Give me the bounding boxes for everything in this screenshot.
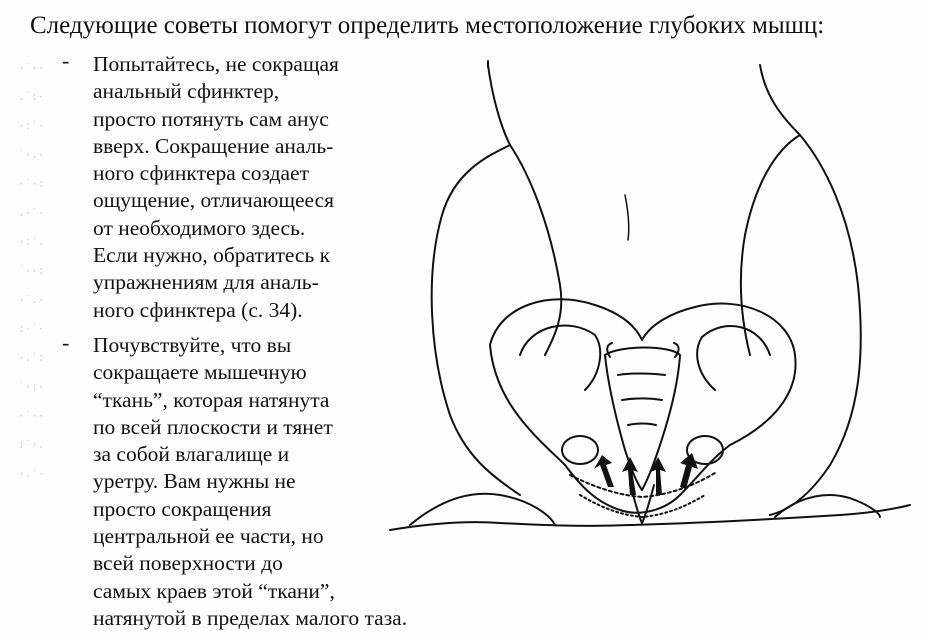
tip-2 (93, 332, 413, 632)
left-thigh-outline (432, 65, 520, 495)
right-thigh-outline (760, 65, 861, 515)
tip-2-line: по всей плоскости и тянет (93, 414, 333, 439)
pelvic-floor-drawing-icon (380, 55, 920, 630)
tip-2-line: Почувствуйте, что вы (93, 333, 292, 357)
bullet-2: - (62, 330, 70, 355)
bullet-1: - (62, 48, 70, 73)
tip-2-line: просто сокращения (93, 496, 272, 521)
tip-2-line: сокращаете мышечную (93, 360, 307, 385)
tip-2-line: “ткань”, которая натянута (93, 387, 330, 412)
tip-1-line: от необходимого здесь. (93, 215, 306, 240)
tip-2-line: всей поверхности до (93, 551, 283, 576)
bleed-through-marks: ·˙·· .˙:· ·:˙· ˙·.· ·˙·: .·˙· ·:˙. ˙··: ·˙.· :·˙· ·.˙: ˙·:· ·˙·· :˙·. ·.˙· (18, 63, 45, 481)
tip-1-line: ного сфинктера (с. 34). (93, 297, 303, 322)
tip-2-line: уретру. Вам нужны не (93, 469, 296, 494)
tip-2-line: центральной ее части, но (93, 524, 324, 549)
tip-2-line: самых краев этой “ткани”, (93, 578, 335, 603)
tip-2-line: натянутой в пределах малого таза. (93, 605, 408, 630)
page-heading: Следующие советы помогут определить местоположение глубоких мышц: (30, 12, 825, 39)
navel-line (625, 195, 629, 240)
tip-1-line: ного сфинктера создает (93, 161, 309, 186)
tip-2-line: за собой влагалище и (93, 442, 290, 467)
sacrum-outline (605, 348, 680, 491)
tip-1-line: вверх. Сокращение аналь- (93, 133, 334, 158)
tip-1-line: анальный сфинктер, (93, 79, 280, 104)
floor-line (390, 505, 910, 530)
tip-1-line: упражнениям для аналь- (93, 270, 319, 295)
tip-1-line: Попытайтесь, не сокращая (93, 52, 339, 76)
tip-1-line: ощущение, отличающееся (93, 188, 335, 213)
tip-1 (93, 51, 413, 324)
tip-1-line: просто потянуть сам анус (93, 106, 329, 131)
arrow-up-icon (680, 453, 698, 489)
arrow-up-icon (594, 455, 614, 487)
tip-1-line: Если нужно, обратитесь к (93, 243, 331, 268)
